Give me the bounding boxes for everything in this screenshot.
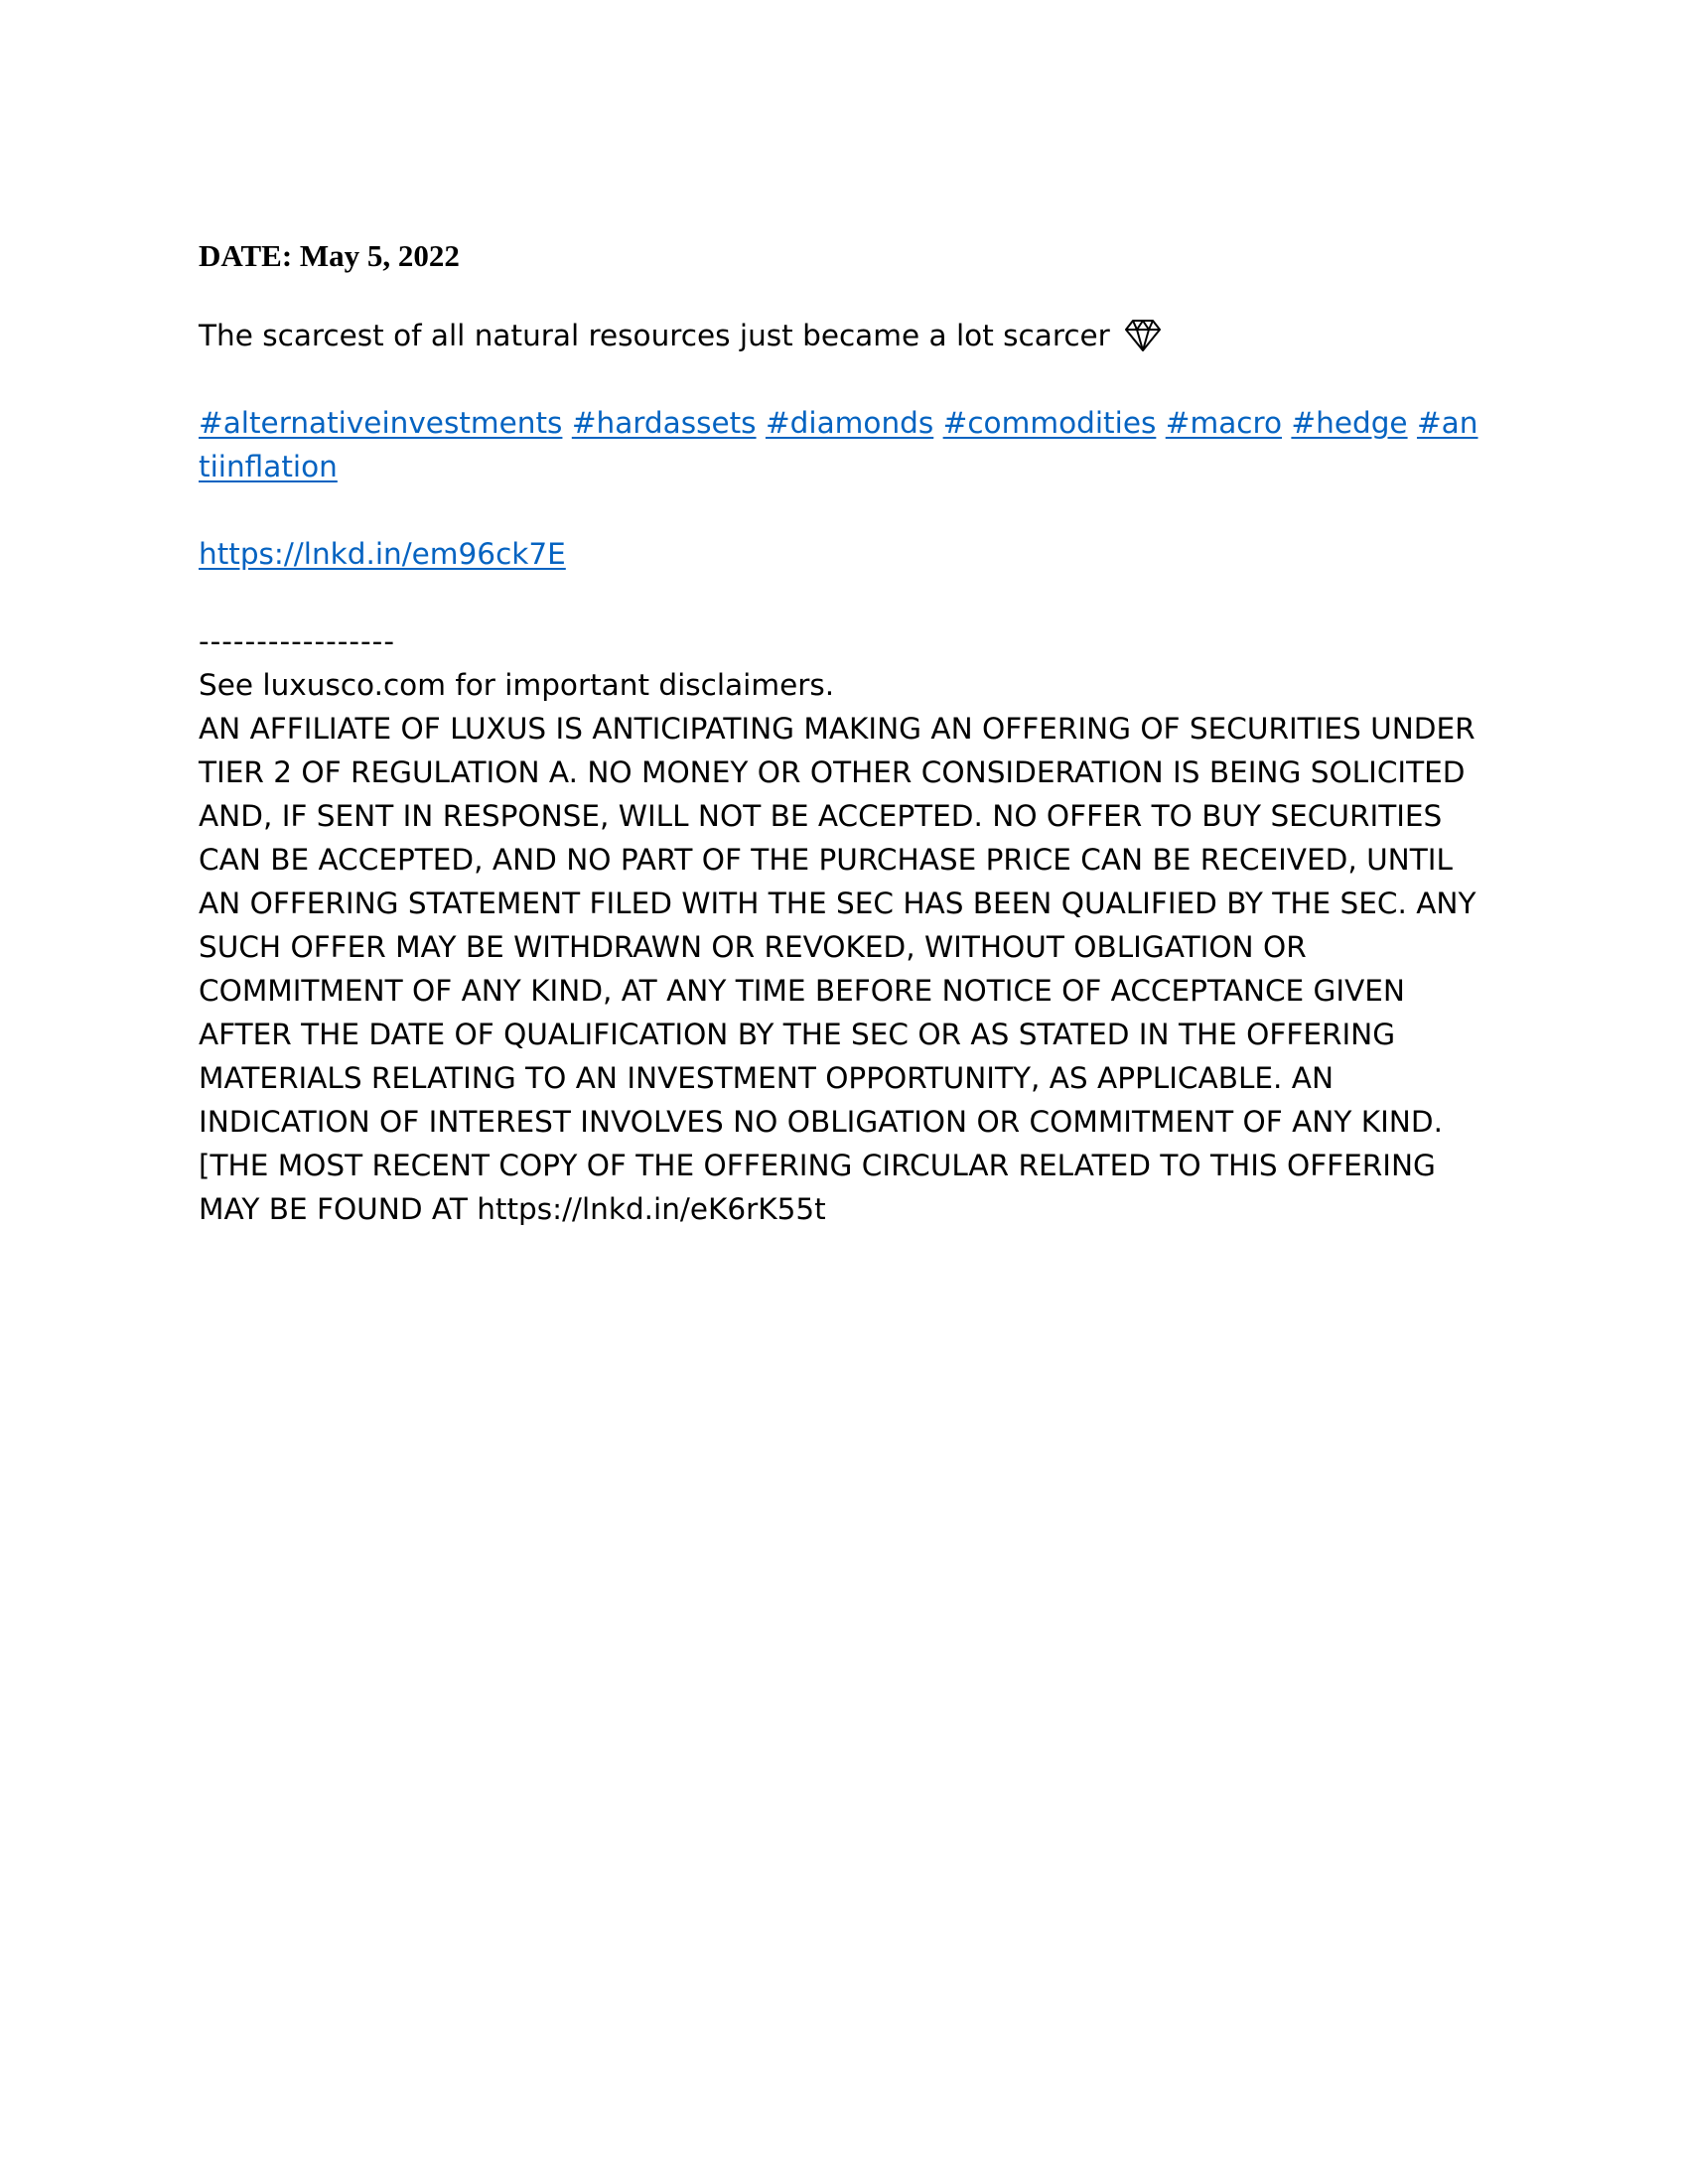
hashtag-link[interactable]: #macro	[1165, 406, 1283, 440]
diamond-icon	[1124, 319, 1162, 352]
hashtag-link[interactable]: #antiinflation	[199, 406, 1478, 483]
headline-text: The scarcest of all natural resources just became a lot scarcer	[199, 319, 1110, 352]
hashtag-link[interactable]: #hardassets	[571, 406, 757, 440]
article-link[interactable]: https://lnkd.in/em96ck7E	[199, 537, 566, 571]
hashtag-list	[199, 401, 1489, 488]
hashtag-link[interactable]: #alternativeinvestments	[199, 406, 563, 440]
see-site-note: See luxusco.com for important disclaimers.	[199, 668, 835, 702]
article-link-line	[199, 532, 1489, 576]
document-content	[199, 234, 1489, 1231]
hashtag-link[interactable]: #commodities	[942, 406, 1157, 440]
hashtag-link[interactable]: #diamonds	[765, 406, 934, 440]
headline-row	[199, 314, 1489, 357]
legal-disclaimer: AN AFFILIATE OF LUXUS IS ANTICIPATING MAKING AN OFFERING OF SECURITIES UNDER TIER 2 OF REGULATION A. NO MONEY OR OTHER CONSIDERATION IS BEING SOLICITED AND, IF SENT IN RESPONSE, WILL NOT BE ACCEPTED. NO OFFER TO BUY SECURITIES CAN BE ACCEPTED, AND NO PART OF THE PURCHASE PRICE CAN BE RECEIVED, UNTIL AN OFFERING STATEMENT FILED WITH THE SEC HAS BEEN QUALIFIED BY THE SEC. ANY SUCH OFFER MAY BE WITHDRAWN OR REVOKED, WITHOUT OBLIGATION OR COMMITMENT OF ANY KIND, AT ANY TIME BEFORE NOTICE OF ACCEPTANCE GIVEN AFTER THE DATE OF QUALIFICATION BY THE SEC OR AS STATED IN THE OFFERING MATERIALS RELATING TO AN INVESTMENT OPPORTUNITY, AS APPLICABLE. AN INDICATION OF INTEREST INVOLVES NO OBLIGATION OR COMMITMENT OF ANY KIND.[THE MOST RECENT COPY OF THE OFFERING CIRCULAR RELATED TO THIS OFFERING MAY BE FOUND AT https://lnkd.in/eK6rK55t	[199, 712, 1477, 1226]
divider-line: -----------------	[199, 624, 395, 658]
date-heading: DATE: May 5, 2022	[199, 238, 460, 273]
hashtag-link[interactable]: #hedge	[1291, 406, 1408, 440]
